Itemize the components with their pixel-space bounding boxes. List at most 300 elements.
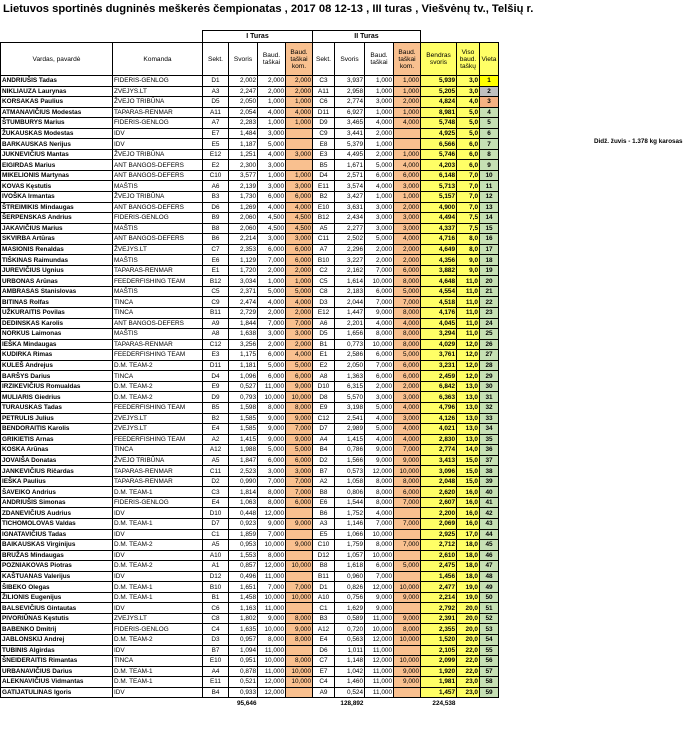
table-row [1, 592, 499, 603]
place: 18 [480, 255, 499, 266]
sector-1: A1 [203, 561, 229, 572]
points-2: 6,000 [365, 350, 394, 361]
weight-1: 1,598 [229, 402, 258, 413]
participant-name: KULEŠ Andrejus [1, 360, 113, 371]
place: 20 [480, 276, 499, 287]
table-row [1, 624, 499, 635]
place: 29 [480, 371, 499, 382]
points-2: 7,000 [365, 265, 394, 276]
sector-2: D6 [313, 645, 335, 656]
participant-name: ŠTUMBURYS Marius [1, 118, 113, 129]
sector-1: A6 [203, 181, 229, 192]
participant-name: TICHOMOLOVAS Valdas [1, 518, 113, 529]
table-row [1, 360, 499, 371]
place: 54 [480, 634, 499, 645]
points-2: 12,000 [365, 634, 394, 645]
team-points-2: 10,000 [394, 582, 421, 593]
table-row [1, 244, 499, 255]
points-1: 11,000 [258, 381, 286, 392]
total-weight: 5,746 [421, 149, 457, 160]
weight-2: 0,756 [335, 592, 365, 603]
weight-2: 1,752 [335, 508, 365, 519]
points-1: 7,000 [258, 318, 286, 329]
weight-1: 0,527 [229, 381, 258, 392]
team-points-1: 5,000 [286, 445, 313, 456]
sector-1: A5 [203, 540, 229, 551]
total-weight: 6,566 [421, 139, 457, 150]
place: 5 [480, 118, 499, 129]
total-weight: 2,214 [421, 592, 457, 603]
points-2: 11,000 [365, 677, 394, 688]
sector-1: B7 [203, 645, 229, 656]
sector-2: E4 [313, 634, 335, 645]
total-points: 7,0 [457, 170, 480, 181]
total-points: 9,0 [457, 265, 480, 276]
weight-2: 3,465 [335, 118, 365, 129]
table-row [1, 255, 499, 266]
weight-2: 2,989 [335, 424, 365, 435]
total-weight: 5,713 [421, 181, 457, 192]
participant-name: ATMANAVIČIUS Modestas [1, 107, 113, 118]
weight-2: 1,415 [335, 434, 365, 445]
team-points-2: 4,000 [394, 434, 421, 445]
total-points: 16,0 [457, 508, 480, 519]
team-points-1 [286, 139, 313, 150]
weight-1: 0,521 [229, 677, 258, 688]
weight-2: 3,631 [335, 202, 365, 213]
weight-1: 2,060 [229, 223, 258, 234]
sector-1: A7 [203, 118, 229, 129]
points-2: 5,000 [365, 424, 394, 435]
total-weight: 5,205 [421, 86, 457, 97]
sector-1: D7 [203, 518, 229, 529]
weight-1: 0,496 [229, 571, 258, 582]
sector-2: B6 [313, 508, 335, 519]
table-row [1, 339, 499, 350]
team-name: D.M. TEAM-2 [113, 381, 203, 392]
total-points: 20,0 [457, 603, 480, 614]
team-points-2: 7,000 [394, 297, 421, 308]
team-points-2: 4,000 [394, 234, 421, 245]
total-points: 19,0 [457, 582, 480, 593]
participant-name: ŽUKAUSKAS Modestas [1, 128, 113, 139]
table-row [1, 645, 499, 656]
points-1: 5,000 [258, 139, 286, 150]
place: 27 [480, 350, 499, 361]
weight-1: 2,300 [229, 160, 258, 171]
points-2: 7,000 [365, 571, 394, 582]
team-points-1: 10,000 [286, 561, 313, 572]
team-name: TAPARAS-RENMAR [113, 107, 203, 118]
weight-1: 1,585 [229, 413, 258, 424]
total-value: 128,892 [340, 700, 364, 708]
weight-1: 1,802 [229, 613, 258, 624]
sector-2: D2 [313, 455, 335, 466]
points-1: 7,000 [258, 529, 286, 540]
place: 51 [480, 603, 499, 614]
table-row [1, 297, 499, 308]
participant-name: ŠAVEIKO Andrius [1, 487, 113, 498]
team-name: D.M. TEAM-1 [113, 487, 203, 498]
table-row [1, 402, 499, 413]
weight-1: 1,094 [229, 645, 258, 656]
weight-2: 0,563 [335, 634, 365, 645]
team-name: TINCA [113, 297, 203, 308]
sector-1: E2 [203, 160, 229, 171]
sector-2: A6 [313, 318, 335, 329]
total-weight: 3,231 [421, 360, 457, 371]
table-row [1, 434, 499, 445]
team-name: ZVEJYS.LT [113, 413, 203, 424]
sector-1: D10 [203, 508, 229, 519]
participant-name: MULIARIS Giedrius [1, 392, 113, 403]
points-1: 9,000 [258, 518, 286, 529]
place: 35 [480, 434, 499, 445]
sector-1: E1 [203, 265, 229, 276]
points-1: 8,000 [258, 487, 286, 498]
table-row [1, 160, 499, 171]
team-name: D.M. TEAM-1 [113, 592, 203, 603]
team-points-1: 1,000 [286, 276, 313, 287]
total-weight: 4,494 [421, 213, 457, 224]
participant-name: IEŠKA Paulius [1, 476, 113, 487]
weight-1: 1,484 [229, 128, 258, 139]
place: 53 [480, 624, 499, 635]
points-1: 10,000 [258, 540, 286, 551]
participant-name: ŠERPENSKAS Andrius [1, 213, 113, 224]
weight-2: 2,958 [335, 86, 365, 97]
sector-1: C6 [203, 603, 229, 614]
team-name: FEEDERFISHING TEAM [113, 402, 203, 413]
team-points-1: 1,000 [286, 97, 313, 108]
sector-2: E2 [313, 360, 335, 371]
place: 56 [480, 656, 499, 667]
team-name: ŽVEJO TRIBŪNA [113, 455, 203, 466]
points-1: 9,000 [258, 434, 286, 445]
weight-1: 1,181 [229, 360, 258, 371]
points-1: 12,000 [258, 561, 286, 572]
total-weight: 2,355 [421, 624, 457, 635]
participant-name: ŠIBEKO Olegas [1, 582, 113, 593]
total-points: 5,0 [457, 128, 480, 139]
table-row [1, 223, 499, 234]
team-name: TAPARAS-RENMAR [113, 339, 203, 350]
weight-1: 0,990 [229, 476, 258, 487]
sector-2: C4 [313, 677, 335, 688]
weight-1: 1,988 [229, 445, 258, 456]
weight-2: 2,044 [335, 297, 365, 308]
team-points-1: 4,500 [286, 223, 313, 234]
team-points-1: 9,000 [286, 518, 313, 529]
participant-name: BENDORAITIS Karolis [1, 424, 113, 435]
team-points-1: 1,000 [286, 170, 313, 181]
team-points-1: 7,000 [286, 318, 313, 329]
place: 39 [480, 476, 499, 487]
place: 6 [480, 128, 499, 139]
participant-name: IEŠKA Mindaugas [1, 339, 113, 350]
total-points: 4,0 [457, 97, 480, 108]
sector-1: C1 [203, 529, 229, 540]
weight-2: 1,656 [335, 329, 365, 340]
weight-1: 1,585 [229, 424, 258, 435]
total-weight: 6,363 [421, 392, 457, 403]
participant-name: KOSKA Arūnas [1, 445, 113, 456]
team-points-2: 8,000 [394, 624, 421, 635]
sector-1: B2 [203, 413, 229, 424]
table-row [1, 286, 499, 297]
weight-2: 2,541 [335, 413, 365, 424]
team-points-1: 3,000 [286, 149, 313, 160]
team-name: TINCA [113, 445, 203, 456]
total-weight: 1,520 [421, 634, 457, 645]
weight-1: 1,129 [229, 255, 258, 266]
weight-2: 1,146 [335, 518, 365, 529]
total-weight: 4,900 [421, 202, 457, 213]
team-name: D.M. TEAM-1 [113, 582, 203, 593]
team-points-1: 10,000 [286, 666, 313, 677]
team-points-1: 8,000 [286, 634, 313, 645]
place: 4 [480, 107, 499, 118]
place: 52 [480, 613, 499, 624]
points-1: 7,000 [258, 582, 286, 593]
weight-1: 1,251 [229, 149, 258, 160]
weight-1: 2,002 [229, 76, 258, 87]
points-2: 12,000 [365, 582, 394, 593]
sector-2: B10 [313, 255, 335, 266]
place: 48 [480, 571, 499, 582]
table-row [1, 213, 499, 224]
points-1: 2,000 [258, 339, 286, 350]
place: 44 [480, 529, 499, 540]
weight-2: 1,148 [335, 656, 365, 667]
weight-2: 1,447 [335, 308, 365, 319]
participant-name: ŠNEIDERAITIS Rimantas [1, 656, 113, 667]
total-weight: 2,105 [421, 645, 457, 656]
participant-name: TURAUSKAS Tadas [1, 402, 113, 413]
sector-2: D1 [313, 582, 335, 593]
team-points-1: 9,000 [286, 540, 313, 551]
sector-2: C5 [313, 276, 335, 287]
weight-2: 2,571 [335, 170, 365, 181]
team-name: MAŠTIS [113, 329, 203, 340]
team-points-2: 2,000 [394, 202, 421, 213]
sector-1: E6 [203, 255, 229, 266]
participant-name: NIKLIAUZA Laurynas [1, 86, 113, 97]
place: 45 [480, 540, 499, 551]
place: 15 [480, 223, 499, 234]
points-1: 3,000 [258, 128, 286, 139]
place: 28 [480, 360, 499, 371]
sector-2: B3 [313, 613, 335, 624]
total-points: 15,0 [457, 476, 480, 487]
total-points: 11,0 [457, 318, 480, 329]
weight-1: 2,353 [229, 244, 258, 255]
weight-1: 2,474 [229, 297, 258, 308]
team-points-2 [394, 529, 421, 540]
sector-2: E9 [313, 402, 335, 413]
sector-2: A7 [313, 244, 335, 255]
weight-1: 2,247 [229, 86, 258, 97]
place: 33 [480, 413, 499, 424]
total-points: 17,0 [457, 529, 480, 540]
participant-name: IGNATAVIČIUS Tadas [1, 529, 113, 540]
weight-1: 1,814 [229, 487, 258, 498]
sector-1: D5 [203, 97, 229, 108]
team-points-1: 3,000 [286, 181, 313, 192]
team-points-2: 7,000 [394, 518, 421, 529]
points-2: 11,000 [365, 613, 394, 624]
participant-name: ALEKNAVIČIUS Vidmantas [1, 677, 113, 688]
participant-name: DEDINSKAS Karolis [1, 318, 113, 329]
total-points: 20,0 [457, 613, 480, 624]
sector-1: C7 [203, 244, 229, 255]
points-2: 11,000 [365, 645, 394, 656]
weight-1: 1,635 [229, 624, 258, 635]
team-points-1 [286, 508, 313, 519]
team-name: MAŠTIS [113, 223, 203, 234]
team-points-1: 8,000 [286, 613, 313, 624]
total-weight: 5,939 [421, 76, 457, 87]
team-points-2 [394, 508, 421, 519]
sector-2: B8 [313, 561, 335, 572]
points-2: 8,000 [365, 487, 394, 498]
total-weight: 2,925 [421, 529, 457, 540]
team-name: FEEDERFISHING TEAM [113, 434, 203, 445]
participant-name: BABENKO Dmitrij [1, 624, 113, 635]
points-1: 9,000 [258, 424, 286, 435]
sector-1: D4 [203, 371, 229, 382]
weight-2: 0,786 [335, 445, 365, 456]
sector-2: A11 [313, 86, 335, 97]
weight-2: 1,671 [335, 160, 365, 171]
place: 25 [480, 329, 499, 340]
participant-name: SKVIRBA Artūras [1, 234, 113, 245]
team-name: FIDERIS-GENLOG [113, 76, 203, 87]
team-name: ANT BANGOS-DEFERS [113, 202, 203, 213]
weight-2: 1,544 [335, 497, 365, 508]
place: 9 [480, 160, 499, 171]
total-points: 22,0 [457, 666, 480, 677]
sector-1: B8 [203, 223, 229, 234]
sector-2: D7 [313, 424, 335, 435]
team-points-1 [286, 603, 313, 614]
place: 55 [480, 645, 499, 656]
sector-1: A3 [203, 86, 229, 97]
weight-1: 1,730 [229, 192, 258, 203]
weight-2: 1,058 [335, 476, 365, 487]
total-weight: 1,456 [421, 571, 457, 582]
total-points: 7,0 [457, 192, 480, 203]
sector-2: A4 [313, 434, 335, 445]
points-1: 3,000 [258, 181, 286, 192]
team-name: TAPARAS-RENMAR [113, 265, 203, 276]
weight-1: 1,269 [229, 202, 258, 213]
weight-2: 3,198 [335, 402, 365, 413]
team-points-2: 5,000 [394, 350, 421, 361]
team-name: FIDERIS-GENLOG [113, 118, 203, 129]
team-points-2 [394, 603, 421, 614]
weight-1: 1,175 [229, 350, 258, 361]
team-name: ANT BANGOS-DEFERS [113, 170, 203, 181]
place: 50 [480, 592, 499, 603]
team-name: IDV [113, 139, 203, 150]
sector-2: B12 [313, 213, 335, 224]
participant-name: JANKEVIČIUS Ričardas [1, 466, 113, 477]
team-name: D.M. TEAM-1 [113, 666, 203, 677]
table-row [1, 76, 499, 87]
team-points-1: 2,000 [286, 308, 313, 319]
sector-1: C4 [203, 624, 229, 635]
participant-name: BRUŽAS Mindaugas [1, 550, 113, 561]
table-row [1, 656, 499, 667]
team-name: IDV [113, 550, 203, 561]
team-name: FIDERIS-GENLOG [113, 624, 203, 635]
sector-2: A8 [313, 371, 335, 382]
team-points-1: 4,000 [286, 202, 313, 213]
total-points: 13,0 [457, 381, 480, 392]
points-1: 11,000 [258, 645, 286, 656]
participant-name: URBANAVIČIUS Darius [1, 666, 113, 677]
header-team: Komanda [113, 43, 203, 76]
team-points-2: 8,000 [394, 308, 421, 319]
team-points-1: 10,000 [286, 677, 313, 688]
total-points: 11,0 [457, 276, 480, 287]
weight-1: 1,720 [229, 265, 258, 276]
team-points-2: 6,000 [394, 265, 421, 276]
points-1: 1,000 [258, 170, 286, 181]
points-1: 8,000 [258, 550, 286, 561]
points-2: 10,000 [365, 624, 394, 635]
weight-2: 6,315 [335, 381, 365, 392]
participant-name: NORKUS Laimonas [1, 329, 113, 340]
table-row [1, 561, 499, 572]
team-points-2 [394, 139, 421, 150]
table-row [1, 107, 499, 118]
weight-2: 0,773 [335, 339, 365, 350]
place: 47 [480, 561, 499, 572]
table-row [1, 603, 499, 614]
place: 8 [480, 149, 499, 160]
sector-1: D6 [203, 202, 229, 213]
total-weight: 4,356 [421, 255, 457, 266]
participant-name: IRZIKEVIČIUS Romualdas [1, 381, 113, 392]
total-weight: 5,157 [421, 192, 457, 203]
weight-2: 0,720 [335, 624, 365, 635]
table-row [1, 687, 499, 698]
points-2: 6,000 [365, 286, 394, 297]
place: 32 [480, 402, 499, 413]
total-weight: 4,176 [421, 308, 457, 319]
total-points: 8,0 [457, 244, 480, 255]
points-1: 4,000 [258, 202, 286, 213]
team-name: IDV [113, 128, 203, 139]
points-2: 7,000 [365, 297, 394, 308]
weight-2: 3,427 [335, 192, 365, 203]
points-2: 6,000 [365, 170, 394, 181]
total-weight: 4,518 [421, 297, 457, 308]
total-weight: 4,029 [421, 339, 457, 350]
weight-1: 1,096 [229, 371, 258, 382]
sector-2: C2 [313, 265, 335, 276]
total-points: 20,0 [457, 624, 480, 635]
sector-1: C5 [203, 286, 229, 297]
participant-name: KOVAS Kęstutis [1, 181, 113, 192]
sector-1: A12 [203, 445, 229, 456]
team-points-2: 4,000 [394, 402, 421, 413]
team-name: MAŠTIS [113, 286, 203, 297]
team-name: FIDERIS-GENLOG [113, 497, 203, 508]
total-weight: 2,475 [421, 561, 457, 572]
